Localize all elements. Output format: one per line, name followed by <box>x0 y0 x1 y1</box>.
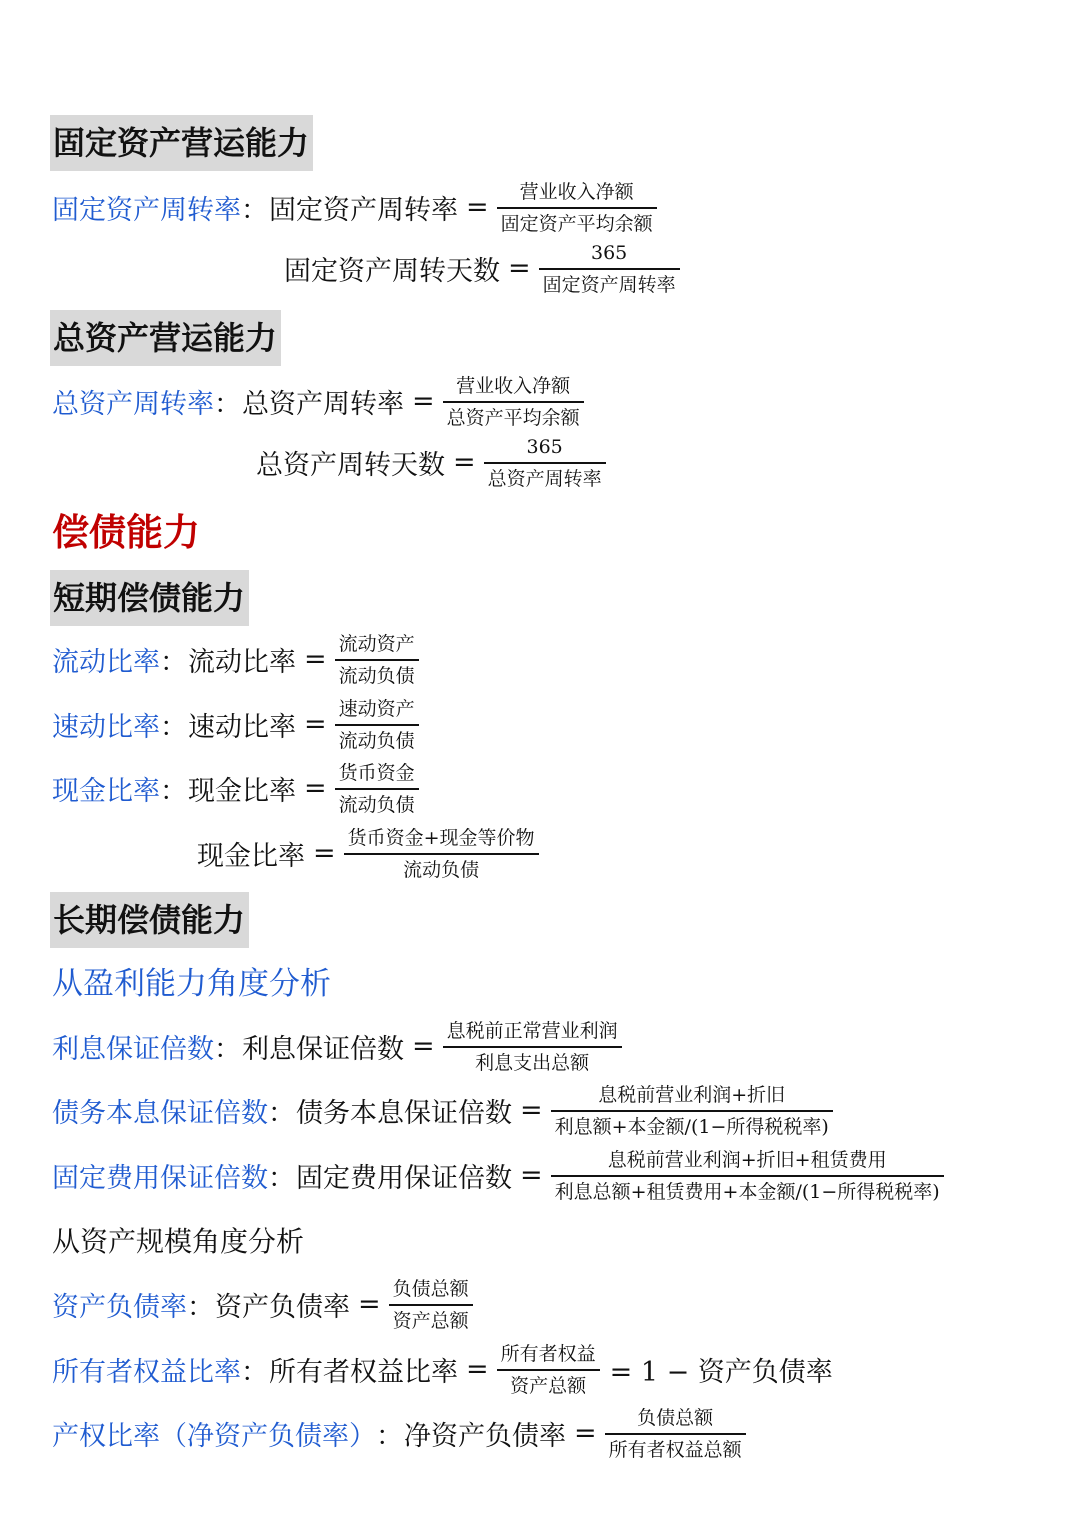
colon: ： <box>214 389 241 421</box>
numerator: 速动资产 <box>338 698 415 720</box>
formula-quick-ratio <box>52 697 419 753</box>
equals-sign: = <box>574 1418 597 1450</box>
formula-label: 利息保证倍数 <box>52 1034 214 1066</box>
denominator: 总资产平均余额 <box>446 406 580 429</box>
formula-debt-to-asset-ratio <box>52 1277 473 1333</box>
formula-tail: = 1 − 资产负债率 <box>609 1357 833 1389</box>
equals-sign: = <box>358 1289 381 1321</box>
fraction <box>497 180 657 236</box>
numerator: 货币资金+现金等价物 <box>347 827 535 849</box>
formula-label: 速动比率 <box>52 712 160 744</box>
denominator: 利息支出总额 <box>475 1051 590 1074</box>
numerator: 所有者权益 <box>500 1343 596 1365</box>
fraction <box>551 1148 944 1204</box>
fraction <box>605 1406 746 1462</box>
formula-fixed-asset-turnover-days <box>284 241 680 297</box>
equals-sign: = <box>520 1095 543 1127</box>
formula-label: 所有者权益比率 <box>52 1357 241 1389</box>
numerator: 负债总额 <box>637 1407 714 1429</box>
colon: ： <box>241 195 268 227</box>
formula-lhs: 固定资产周转率 <box>269 195 458 227</box>
formula-lhs: 固定费用保证倍数 <box>296 1163 512 1195</box>
equals-sign: = <box>520 1160 543 1192</box>
numerator: 货币资金 <box>338 762 415 784</box>
denominator: 流动负债 <box>338 664 415 687</box>
formula-total-asset-turnover-days <box>256 435 606 491</box>
heading-solvency: 偿债能力 <box>52 511 200 554</box>
formula-debt-service-coverage <box>52 1083 833 1139</box>
formula-label: 流动比率 <box>52 647 160 679</box>
formula-lhs: 净资产负债率 <box>404 1421 566 1453</box>
formula-lhs: 总资产周转率 <box>242 389 404 421</box>
denominator: 利息额+本金额/(1−所得税税率) <box>554 1115 829 1138</box>
formula-lhs: 现金比率 <box>188 776 296 808</box>
numerator: 息税前正常营业利润 <box>446 1020 618 1042</box>
denominator: 总资产周转率 <box>487 467 602 490</box>
formula-current-ratio <box>52 632 419 688</box>
formula-lhs: 流动比率 <box>188 647 296 679</box>
subheading-asset-scale-analysis: 从资产规模角度分析 <box>52 1225 305 1258</box>
colon: ： <box>160 776 187 808</box>
formula-label: 产权比率（净资产负债率） <box>52 1421 376 1453</box>
heading-total-asset-operation: 总资产营运能力 <box>50 310 281 366</box>
fraction <box>497 1342 600 1398</box>
numerator: 流动资产 <box>338 633 415 655</box>
fraction <box>443 1019 622 1075</box>
equals-sign: = <box>313 838 336 870</box>
colon: ： <box>241 1357 268 1389</box>
equals-sign: = <box>466 192 489 224</box>
equals-sign: = <box>304 644 327 676</box>
numerator: 营业收入净额 <box>519 181 634 203</box>
heading-short-term-solvency: 短期偿债能力 <box>50 570 249 626</box>
fraction <box>484 435 606 491</box>
heading-fixed-asset-operation: 固定资产营运能力 <box>50 115 313 171</box>
formula-label: 资产负债率 <box>52 1292 187 1324</box>
formula-label: 债务本息保证倍数 <box>52 1098 268 1130</box>
formula-cash-ratio-alt <box>197 826 539 882</box>
formula-equity-multiplier <box>52 1406 746 1462</box>
colon: ： <box>160 647 187 679</box>
denominator: 资产总额 <box>510 1374 587 1397</box>
fraction <box>335 697 419 753</box>
numerator: 营业收入净额 <box>456 375 571 397</box>
fraction <box>443 374 584 430</box>
subheading-profitability-analysis: 从盈利能力角度分析 <box>52 966 331 1002</box>
formula-label: 总资产周转率 <box>52 389 214 421</box>
formula-total-asset-turnover <box>52 374 584 430</box>
equals-sign: = <box>304 773 327 805</box>
formula-label: 固定费用保证倍数 <box>52 1163 268 1195</box>
equals-sign: = <box>412 1031 435 1063</box>
numerator: 息税前营业利润+折旧+租赁费用 <box>607 1149 887 1171</box>
colon: ： <box>376 1421 403 1453</box>
fraction <box>389 1277 473 1333</box>
equals-sign: = <box>508 253 531 285</box>
fraction <box>344 826 539 882</box>
formula-interest-coverage <box>52 1019 622 1075</box>
denominator: 资产总额 <box>392 1309 469 1332</box>
colon: ： <box>268 1098 295 1130</box>
denominator: 固定资产平均余额 <box>500 212 653 235</box>
fraction <box>335 632 419 688</box>
equals-sign: = <box>304 709 327 741</box>
formula-label: 固定资产周转率 <box>52 195 241 227</box>
formula-lhs: 现金比率 <box>197 841 305 873</box>
numerator: 负债总额 <box>392 1278 469 1300</box>
denominator: 利息总额+租赁费用+本金额/(1−所得税税率) <box>554 1180 940 1203</box>
numerator: 365 <box>526 436 563 458</box>
fraction <box>335 761 419 817</box>
formula-lhs: 所有者权益比率 <box>269 1357 458 1389</box>
denominator: 固定资产周转率 <box>542 273 676 296</box>
equals-sign: = <box>453 447 476 479</box>
fraction <box>551 1083 833 1139</box>
colon: ： <box>160 712 187 744</box>
heading-long-term-solvency: 长期偿债能力 <box>50 892 249 948</box>
formula-label: 现金比率 <box>52 776 160 808</box>
formula-lhs: 利息保证倍数 <box>242 1034 404 1066</box>
formula-lhs: 总资产周转天数 <box>256 450 445 482</box>
denominator: 流动负债 <box>338 729 415 752</box>
colon: ： <box>187 1292 214 1324</box>
formula-fixed-asset-turnover <box>52 180 657 236</box>
colon: ： <box>268 1163 295 1195</box>
formula-lhs: 速动比率 <box>188 712 296 744</box>
formula-lhs: 债务本息保证倍数 <box>296 1098 512 1130</box>
formula-fixed-charge-coverage <box>52 1148 944 1204</box>
fraction <box>539 241 680 297</box>
formula-cash-ratio <box>52 761 419 817</box>
colon: ： <box>214 1034 241 1066</box>
denominator: 所有者权益总额 <box>608 1438 742 1461</box>
formula-equity-ratio <box>52 1342 833 1398</box>
formula-lhs: 资产负债率 <box>215 1292 350 1324</box>
numerator: 365 <box>591 242 628 264</box>
denominator: 流动负债 <box>403 858 480 881</box>
denominator: 流动负债 <box>338 793 415 816</box>
equals-sign: = <box>466 1354 489 1386</box>
formula-lhs: 固定资产周转天数 <box>284 256 500 288</box>
numerator: 息税前营业利润+折旧 <box>598 1084 786 1106</box>
equals-sign: = <box>412 386 435 418</box>
